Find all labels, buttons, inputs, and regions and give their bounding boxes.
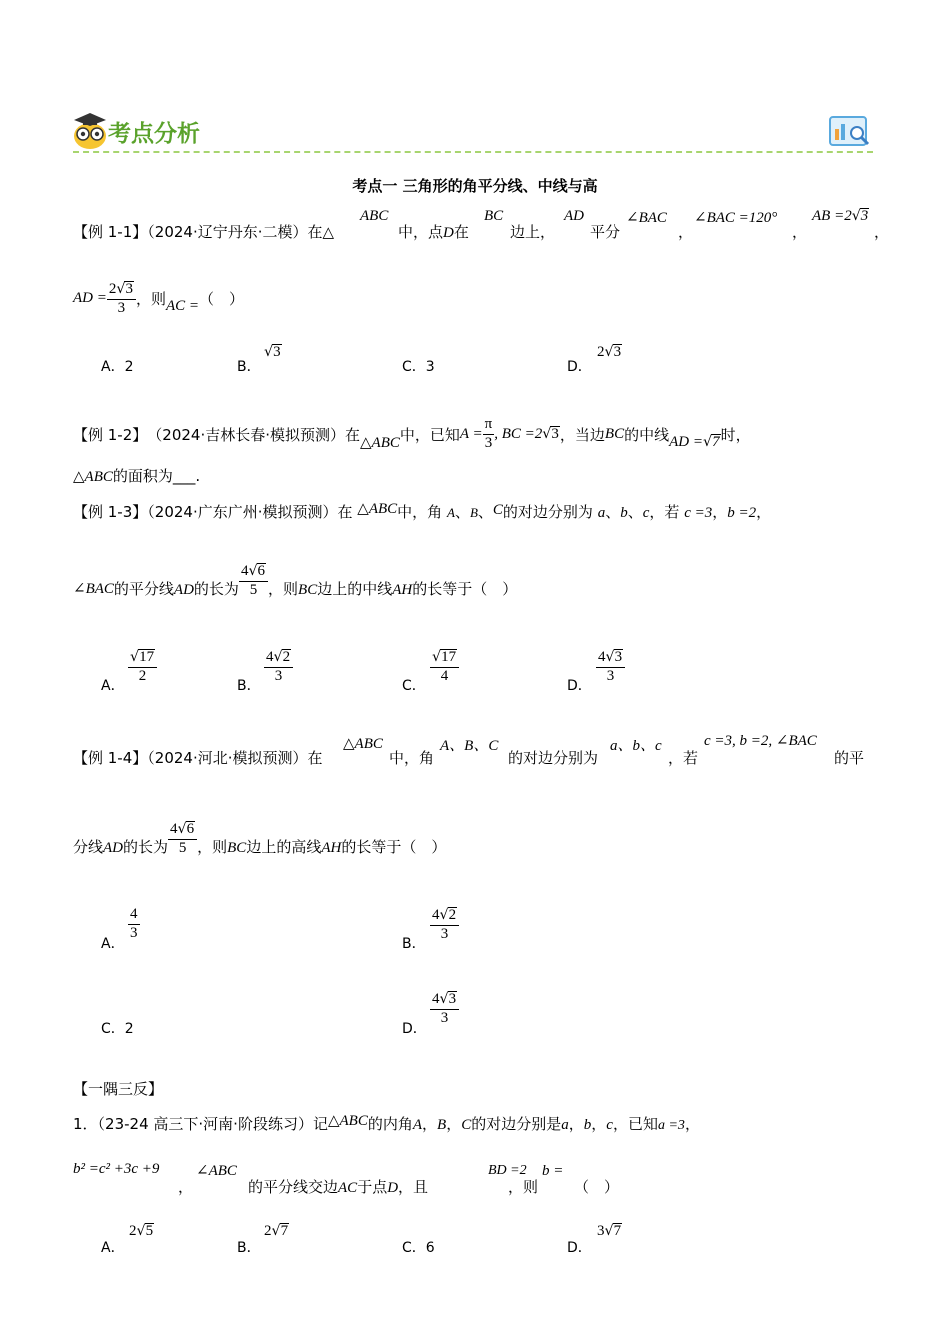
- q1-text: 的平分线交边: [248, 1178, 339, 1196]
- ex1-ad-frac: $\frac{2√3}{3}$: [107, 281, 136, 317]
- ex2-tri: △ABC: [360, 434, 400, 451]
- ex3-bc: BC: [298, 582, 318, 599]
- q1-c: c: [606, 1117, 613, 1133]
- q1-text: ，: [422, 1115, 438, 1133]
- ex4-text: ，则: [197, 838, 228, 857]
- ex3-text: ，: [712, 503, 728, 521]
- ex4-opt-a-label: A．: [101, 936, 125, 952]
- magnifier-chart-icon: [828, 113, 872, 149]
- q1-paren: （ ）: [574, 1178, 620, 1196]
- q1-a-cap: A: [412, 1117, 423, 1133]
- q1-b: b: [583, 1117, 592, 1133]
- ex4-text: ，若: [668, 749, 699, 767]
- q1-opt-d-label: D．: [567, 1240, 592, 1256]
- ex4-opt-b-label: B．: [402, 936, 426, 952]
- ex1-frac-rad: 3: [125, 281, 133, 297]
- q1-text: ，: [178, 1178, 194, 1196]
- ex2-a-eq: A =: [459, 425, 483, 442]
- ex3-b: b: [620, 505, 628, 521]
- ex3-frac-den: 5: [249, 581, 258, 598]
- ex4-opt-c-label: C．: [101, 1021, 125, 1037]
- ex3-text: 的长等于（ ）: [412, 580, 518, 599]
- ex2-pi: π: [483, 417, 495, 435]
- ex1-opt-d-rad: 3: [613, 344, 622, 360]
- ex3-opt-b-rad: 2: [282, 649, 291, 665]
- ex3-text: 边上的中线: [317, 580, 393, 599]
- ex4-abc: a、b、c: [610, 738, 662, 754]
- header-divider: [73, 151, 873, 153]
- q1-opt-c: 6: [425, 1240, 435, 1256]
- q1-number: 1．: [73, 1115, 98, 1133]
- ex1-ac: AC =: [165, 298, 200, 315]
- ex3-a-cap: A: [446, 505, 455, 520]
- q1-opt-a-label: A．: [101, 1240, 125, 1256]
- ex2-tag: 【例 1-2】: [73, 425, 148, 444]
- q1-angle: ∠ABC: [196, 1163, 237, 1179]
- practice-heading: 【一隅三反】: [73, 1080, 164, 1098]
- ex3-angle: ∠BAC: [73, 581, 114, 598]
- ex1-text: 在△: [307, 223, 335, 241]
- ex3-b-cap: B: [469, 505, 478, 520]
- ex1-ab-rad: 3: [860, 208, 869, 224]
- ex3-text: 在: [337, 503, 353, 521]
- ex3-text: 的平分线: [113, 580, 174, 599]
- q1-text: 记: [312, 1115, 328, 1133]
- ex3-opt-b-coef: 4: [266, 649, 274, 665]
- ex1-abc: ABC: [360, 208, 389, 224]
- header-title: 考点分析: [108, 121, 200, 147]
- ex4-abc-caps: A、B、C: [440, 738, 499, 754]
- q1-text: ，则: [508, 1178, 539, 1196]
- q1-text: ，: [446, 1115, 462, 1133]
- ex4-opt-b-rad: 2: [448, 907, 457, 923]
- q1-b-cap: B: [437, 1117, 447, 1133]
- q1-a: a: [561, 1117, 569, 1133]
- ex3-opt-b-den: 3: [274, 667, 283, 684]
- q1-a-eq: a =3: [657, 1118, 685, 1133]
- ex1-point-d: D: [443, 225, 454, 241]
- q1-c-cap: C: [461, 1117, 472, 1133]
- ex1-source: （2024·辽宁丹东·二模）: [147, 223, 308, 241]
- ex2-text: ，当边: [559, 425, 605, 444]
- ex1-ad: AD: [564, 208, 584, 224]
- ex3-text: 、: [605, 503, 621, 521]
- ex3-frac-coef: 4: [240, 563, 249, 579]
- ex1-opt-b: 3: [273, 344, 281, 360]
- q1-opt-b-label: B．: [237, 1240, 261, 1256]
- ex3-opt-a: $\frac{√17}{2}$: [128, 649, 157, 685]
- ex4-opt-b: $\frac{4√2}{3}$: [430, 907, 459, 943]
- q1-text: 于点: [357, 1178, 388, 1196]
- ex3-text: 、: [627, 503, 643, 521]
- ex3-opt-c-rad: 17: [441, 649, 457, 665]
- q1-equation: b² =c² +3c +9: [73, 1161, 160, 1177]
- ex1-text: ，则: [135, 290, 166, 309]
- ex3-opt-d-coef: 4: [598, 649, 606, 665]
- ex1-ad-eq: AD =: [73, 290, 107, 307]
- ex3-frac-rad: 6: [257, 563, 266, 579]
- ex3-text: 中，角: [397, 503, 443, 521]
- ex2-ad-rad: 7: [712, 433, 720, 450]
- ex4-frac-den: 5: [178, 839, 187, 856]
- q1-text: ，: [591, 1115, 607, 1133]
- ex1-text: 在: [453, 223, 469, 241]
- ex3-opt-b-label: B．: [237, 678, 261, 694]
- ex4-tag: 【例 1-4】: [73, 749, 148, 767]
- ex3-ah: AH: [392, 582, 413, 599]
- ex4-text: 的长为: [123, 838, 169, 857]
- ex3-a: a: [597, 505, 606, 521]
- ex4-text: 的长等于（ ）: [341, 838, 447, 857]
- ex2-tri2: △ABC: [73, 469, 113, 485]
- owl-mascot-icon: [72, 110, 108, 150]
- q1-text: ，: [684, 1115, 700, 1133]
- ex3-text: 的长为: [193, 580, 239, 599]
- ex2-text: 时，: [720, 425, 751, 444]
- ex4-text: 中，角: [389, 749, 435, 767]
- ex4-frac-rad: 6: [186, 821, 195, 837]
- q1-text: ，且: [398, 1178, 429, 1196]
- ex2-pi-frac: [483, 417, 495, 452]
- ex3-opt-d: $\frac{4√3}{3}$: [596, 649, 625, 685]
- section-title: 考点一 三角形的角平分线、中线与高: [352, 177, 598, 195]
- q1-tri: △ABC: [327, 1113, 368, 1129]
- ex3-opt-c-den: 4: [440, 667, 449, 684]
- ex3-text: ，则: [268, 580, 299, 599]
- ex4-ad-frac: $\frac{4√6}{5}$: [168, 821, 197, 857]
- ex4-source: （2024·河北·模拟预测）: [147, 749, 308, 767]
- ex4-ad: AD: [103, 840, 124, 857]
- ex4-ah: AH: [321, 840, 342, 857]
- ex2-blank: ___: [172, 467, 196, 485]
- ex4-tri: △ABC: [343, 736, 383, 752]
- ex3-text: 、: [454, 503, 470, 521]
- ex3-opt-d-label: D．: [567, 678, 592, 694]
- ex4-bc: BC: [227, 840, 247, 857]
- ex2-bc: BC: [604, 425, 625, 442]
- ex1-text: 中，点: [398, 223, 444, 241]
- ex1-bc: BC: [484, 208, 504, 224]
- ex4-opt-d: $\frac{4√3}{3}$: [430, 991, 459, 1027]
- q1-text: 的对边分别是: [471, 1115, 562, 1133]
- ex4-opt-b-coef: 4: [432, 907, 440, 923]
- ex3-text: ，若: [649, 503, 680, 521]
- ex1-opt-d-coef: 2: [597, 344, 605, 360]
- ex4-opt-a-den: 3: [130, 924, 138, 941]
- q1-opt-a-rad: 5: [145, 1223, 154, 1239]
- q1-text: 的内角: [367, 1115, 413, 1133]
- ex3-opt-d-rad: 3: [614, 649, 623, 665]
- ex4-opt-d-label: D．: [402, 1021, 427, 1037]
- ex4-text: 边上的高线: [246, 838, 322, 857]
- q1-b-eq: b =: [542, 1163, 564, 1179]
- ex1-opt-a: 2: [124, 359, 134, 375]
- ex4-condition: c =3, b =2, ∠BAC: [704, 733, 817, 749]
- q1-bd-eq: BD =2: [488, 1163, 527, 1178]
- ex2-text: .: [195, 467, 201, 485]
- ex3-opt-d-den: 3: [606, 667, 615, 684]
- q1-ac: AC: [338, 1180, 358, 1196]
- ex3-tri: △ABC: [357, 501, 398, 517]
- ex4-opt-b-den: 3: [440, 925, 449, 942]
- ex1-opt-a-label: A．: [101, 359, 125, 375]
- ex4-opt-d-den: 3: [440, 1009, 449, 1026]
- ex3-c-cap: C: [492, 502, 503, 518]
- ex1-angle-value: ∠BAC =120°: [694, 210, 778, 226]
- q1-opt-c-label: C．: [402, 1240, 426, 1256]
- ex3-source: （2024·广东广州·模拟预测）: [147, 503, 338, 521]
- ex4-text: 的对边分别为: [508, 749, 599, 767]
- ex3-text: ，: [756, 503, 772, 521]
- ex1-text: 平分: [590, 223, 621, 241]
- q1-source: （23-24 高三下·河南·阶段练习）: [97, 1115, 313, 1133]
- ex3-opt-b: $\frac{4√2}{3}$: [264, 649, 293, 685]
- ex2-text: 在: [345, 425, 361, 444]
- ex3-ad: AD: [173, 582, 194, 599]
- ex1-paren: （ ）: [199, 290, 245, 309]
- ex3-c-eq: c =3: [684, 505, 713, 521]
- ex1-opt-c-label: C．: [402, 359, 426, 375]
- ex3-opt-a-label: A．: [101, 678, 125, 694]
- ex3-ad-frac: $\frac{4√6}{5}$: [239, 563, 268, 599]
- ex1-frac-den: 3: [117, 299, 126, 316]
- ex2-bc-rad: 3: [551, 426, 559, 443]
- q1-opt-a-coef: 2: [129, 1223, 137, 1239]
- q1-opt-d-coef: 3: [597, 1223, 605, 1239]
- q1-opt-b-rad: 7: [280, 1223, 289, 1239]
- ex4-opt-a: [128, 907, 140, 942]
- ex3-b-eq: b =2: [727, 505, 757, 521]
- ex2-bc-eq: , BC =2: [494, 425, 543, 442]
- ex3-opt-c-label: C．: [402, 678, 426, 694]
- ex3-opt-a-rad: 17: [139, 649, 155, 665]
- q1-text: ，: [568, 1115, 584, 1133]
- ex1-text: ，: [792, 223, 808, 241]
- ex2-text: 中，已知: [399, 425, 460, 444]
- ex1-opt-c: 3: [425, 359, 435, 375]
- ex1-text: ，: [678, 223, 694, 241]
- q1-opt-b-coef: 2: [264, 1223, 272, 1239]
- ex1-ab: AB =2: [812, 208, 852, 224]
- ex4-frac-coef: 4: [170, 821, 178, 837]
- ex2-text: 的中线: [624, 425, 670, 444]
- ex1-text: ，: [874, 223, 890, 241]
- ex3-c: c: [642, 505, 650, 521]
- ex1-tag: 【例 1-1】: [73, 223, 148, 241]
- q1-opt-d-rad: 7: [613, 1223, 622, 1239]
- ex4-text: 分线: [73, 838, 104, 857]
- ex1-opt-b-label: B．: [237, 359, 261, 375]
- ex3-opt-a-den: 2: [138, 667, 147, 684]
- ex2-text: 的面积为: [112, 467, 173, 485]
- ex3-text: 、: [477, 503, 493, 521]
- ex4-opt-a-num: 4: [128, 907, 140, 925]
- ex4-opt-d-rad: 3: [448, 991, 457, 1007]
- ex4-text: 在: [307, 749, 323, 767]
- ex3-opt-c: $\frac{√17}{4}$: [430, 649, 459, 685]
- ex4-opt-c: 2: [124, 1021, 134, 1037]
- ex2-source: （2024·吉林长春·模拟预测）: [147, 425, 345, 444]
- q1-point-d: D: [387, 1180, 399, 1196]
- ex4-text: 的平: [834, 749, 865, 767]
- ex3-tag: 【例 1-3】: [73, 503, 148, 521]
- ex1-opt-d-label: D．: [567, 359, 592, 375]
- ex1-text: 边上，: [510, 223, 556, 241]
- ex2-three: 3: [484, 434, 493, 451]
- ex2-ad-eq: AD =: [669, 433, 703, 450]
- ex1-angle: ∠BAC: [626, 210, 667, 226]
- ex3-text: 的对边分别为: [502, 503, 593, 521]
- ex4-opt-d-coef: 4: [432, 991, 440, 1007]
- ex1-frac-coef: 2: [108, 281, 117, 297]
- q1-text: ，已知: [612, 1115, 658, 1133]
